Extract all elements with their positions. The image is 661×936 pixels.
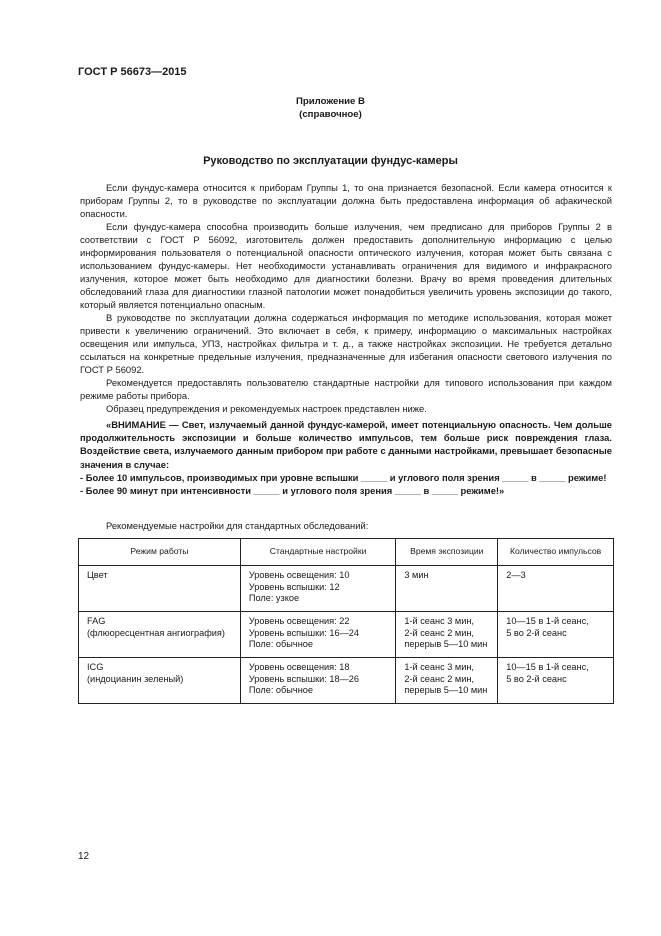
cell-line: 3 мин: [404, 570, 429, 580]
appendix-title: Приложение В: [296, 96, 365, 107]
warning-item: - Более 10 импульсов, производимых при уровне вспышки _____ и углового поля зрения _____ в _____ режиме!: [80, 471, 607, 483]
cell-line: 2—3: [506, 570, 526, 580]
body-text: [80, 181, 612, 415]
cell-line: перерыв 5—10 мин: [404, 685, 488, 695]
cell-line: Уровень вспышки: 12: [248, 581, 340, 592]
cell-line: FAG: [87, 616, 106, 626]
appendix-subtitle: (справочное): [299, 109, 362, 120]
cell-line: Уровень освещения: 10: [248, 570, 350, 580]
paragraph: В руководстве по эксплуатации должна содержаться информация по методике использования, которая может привести к увеличению ограничений. Это включает в себя, к примеру, информацию о максимальных настройках освещения или импульса, УПЗ, настройках фильтра и т. д., а также настройках экспозиции. Не требуется детально ссылаться на конкретные предельные излучения, предназначенные для избегания опасности светового излучения по ГОСТ Р 56092.: [80, 312, 612, 375]
cell-line: Уровень вспышки: 18—26: [248, 673, 359, 684]
cell-settings: [240, 658, 396, 704]
page-number: 12: [78, 851, 90, 862]
section-title: Руководство по эксплуатации фундус-камеры: [203, 155, 458, 167]
warning-item: - Более 90 минут при интенсивности _____ и углового поля зрения _____ в _____ режиме!»: [80, 485, 505, 497]
standard-number-header: ГОСТ Р 56673—2015: [78, 66, 187, 78]
cell-settings: [240, 566, 396, 612]
table-caption: Рекомендуемые настройки для стандартных обследований:: [106, 520, 369, 531]
cell-settings: [240, 612, 396, 658]
header-mode: Режим работы: [79, 539, 241, 566]
cell-line: Поле: узкое: [248, 593, 300, 603]
cell-line: (индоцианин зеленый): [87, 673, 184, 684]
paragraph: Рекомендуется предоставлять пользователю стандартные настройки для типового использования при каждом режиме работы прибора.: [80, 377, 612, 401]
table-header-row: [79, 539, 614, 566]
header-exposure: Время экспозиции: [396, 539, 498, 566]
cell-line: Уровень освещения: 22: [248, 616, 350, 626]
cell-pulses: [498, 658, 614, 704]
paragraph: Если фундус-камера относится к приборам Группы 1, то она признается безопасной. Если камера относится к приборам Группы 2, то в руководстве по эксплуатации должна быть предоставлена информация об афакической опасности.: [80, 182, 612, 219]
cell-line: Поле: обычное: [248, 639, 313, 649]
cell-line: Уровень вспышки: 16—24: [248, 627, 359, 638]
cell-line: 5 во 2-й сеанс: [506, 673, 567, 684]
cell-mode: [79, 612, 241, 658]
cell-line: 10—15 в 1-й сеанс,: [506, 662, 589, 672]
table-row: [79, 612, 614, 658]
paragraph: Образец предупреждения и рекомендуемых настроек представлен ниже.: [106, 403, 427, 414]
table-row: [79, 566, 614, 612]
cell-exposure: [396, 658, 498, 704]
cell-line: 2-й сеанс 2 мин,: [404, 627, 474, 638]
cell-exposure: [396, 566, 498, 612]
warning-intro: «ВНИМАНИЕ — Свет, излучаемый данной фундус-камерой, имеет потенциальную опасность. Чем дольше продолжительность экспозиции и больше количество импульсов, тем больше риск повреждения глаза. Воздействие света, излучаемого данным прибором при работе с данными настройками, превышает безопасные значения в случае:: [80, 419, 612, 470]
cell-mode: [79, 566, 241, 612]
cell-line: 10—15 в 1-й сеанс,: [506, 616, 589, 626]
cell-line: 1-й сеанс 3 мин,: [404, 662, 474, 672]
warning-block: [80, 418, 612, 497]
paragraph: Если фундус-камера способна производить больше излучения, чем предписано для приборов Группы 2 в соответствии с ГОСТ Р 56092, изготовитель должен предоставить дополнительную информацию с целью информирования пользователя о потенциальной опасности оптического излучения, которая может быть связана с использованием фундус-камеры. Нет необходимости устанавливать ограничения для видимого и инфракрасного излучения, которое может быть необходимо для диагностики болезни. Врачу во время проведения длительных обследований глаза для диагностики глазной патологии может понадобиться увеличить уровень экспозиции до такого, который является потенциально опасным.: [80, 221, 612, 310]
cell-line: 2-й сеанс 2 мин,: [404, 673, 474, 684]
cell-line: 5 во 2-й сеанс: [506, 627, 567, 638]
cell-mode: [79, 658, 241, 704]
header-pulses: Количество импульсов: [498, 539, 614, 566]
cell-line: Цвет: [87, 570, 108, 580]
cell-line: Уровень освещения: 18: [248, 662, 350, 672]
cell-exposure: [396, 612, 498, 658]
header-settings: Стандартные настройки: [240, 539, 396, 566]
cell-pulses: [498, 566, 614, 612]
cell-line: Поле: обычное: [248, 685, 313, 695]
settings-table: [78, 538, 614, 704]
cell-pulses: [498, 612, 614, 658]
cell-line: перерыв 5—10 мин: [404, 639, 488, 649]
cell-line: 1-й сеанс 3 мин,: [404, 616, 474, 626]
cell-line: ICG: [87, 662, 104, 672]
table-row: [79, 658, 614, 704]
cell-line: (флюоресцентная ангиография): [87, 627, 225, 638]
